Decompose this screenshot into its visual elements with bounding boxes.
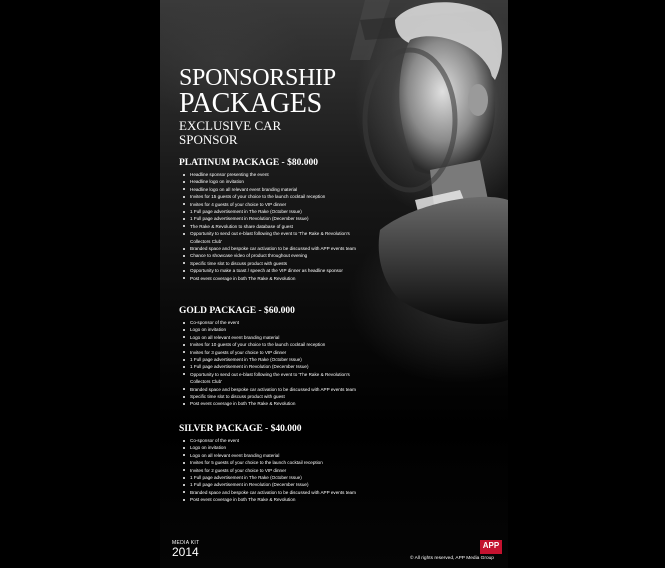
title-line-2: PACKAGES: [179, 88, 322, 119]
list-item: Branded space and bespoke car activation to be discussed with APP events team: [190, 386, 359, 393]
media-kit-label: [172, 540, 199, 558]
list-item: 1 Full page advertisement in The Rake (October Issue): [190, 356, 359, 363]
subtitle-line-2: SPONSOR: [179, 132, 238, 147]
list-item: Specific time slot to discuss product with guests: [190, 260, 359, 267]
list-item: Headline logo on all relevant event branding material: [190, 186, 359, 193]
list-item: Logo on invitation: [190, 444, 359, 451]
list-item: Logo on all relevant event branding material: [190, 334, 359, 341]
list-item: Opportunity to make a toast / speech at the VIP dinner as headline sponsor: [190, 267, 359, 274]
title-line-1: SPONSORSHIP: [179, 65, 336, 91]
list-item: Invites for 3 guests of your choice to VIP dinner: [190, 349, 359, 356]
package-heading: SILVER PACKAGE - $40.000: [179, 424, 302, 434]
media-kit-year: 2014: [172, 545, 199, 559]
list-item: Co-sponsor of the event: [190, 437, 359, 444]
list-item: Branded space and bespoke car activation to be discussed with APP events team: [190, 489, 359, 496]
list-item: Invites for 5 guests of your choice to the launch cocktail reception: [190, 459, 359, 466]
page-title: [179, 66, 336, 118]
package-benefits-list: [179, 171, 359, 282]
list-item: Invites for 2 guests of your choice to VIP dinner: [190, 467, 359, 474]
list-item: Headline sponsor presenting the event: [190, 171, 359, 178]
list-item: Opportunity to send out e-blast following the event to 'The Rake & Revolution's Collectors Club': [190, 230, 359, 245]
list-item: Headline logo on invitation: [190, 178, 359, 185]
package-heading: PLATINUM PACKAGE - $80.000: [179, 158, 318, 168]
list-item: The Rake & Revolution to share database of guest: [190, 223, 359, 230]
list-item: 1 Full page advertisement in Revolution (December Issue): [190, 481, 359, 488]
app-logo-text: APP: [482, 541, 500, 550]
platinum-package: [179, 158, 359, 282]
list-item: Opportunity to send out e-blast following the event to 'The Rake & Revolution's Collectors Club': [190, 371, 359, 386]
list-item: Co-sponsor of the event: [190, 319, 359, 326]
list-item: Invites for 15 guests of your choice to the launch cocktail reception: [190, 193, 359, 200]
list-item: Logo on all relevant event branding material: [190, 452, 359, 459]
package-benefits-list: [179, 437, 359, 504]
list-item: Invites for 4 guests of your choice to VIP dinner: [190, 201, 359, 208]
package-heading: GOLD PACKAGE - $60.000: [179, 306, 295, 316]
page-subtitle: [179, 119, 281, 147]
package-benefits-list: [179, 319, 359, 408]
app-logo: [480, 540, 502, 554]
list-item: 1 Full page advertisement in Revolution (December Issue): [190, 215, 359, 222]
list-item: Invites for 10 guests of your choice to the launch cocktail reception: [190, 341, 359, 348]
list-item: Specific time slot to discuss product with guest: [190, 393, 359, 400]
subtitle-line-1: EXCLUSIVE CAR: [179, 118, 282, 133]
silver-package: [179, 424, 359, 504]
media-kit-text: MEDIA KIT: [172, 540, 200, 546]
list-item: 1 Full page advertisement in The Rake (October Issue): [190, 208, 359, 215]
list-item: Chance to showcase video of product throughout evening: [190, 252, 359, 259]
list-item: 1 Full page advertisement in Revolution (December Issue): [190, 363, 359, 370]
list-item: Logo on invitation: [190, 326, 359, 333]
list-item: Branded space and bespoke car activation to be discussed with APP events team: [190, 245, 359, 252]
gold-package: [179, 306, 359, 408]
list-item: Post event coverage in both The Rake & Revolution: [190, 496, 359, 503]
list-item: 1 Full page advertisement in The Rake (October Issue): [190, 474, 359, 481]
list-item: Post event coverage in both The Rake & Revolution: [190, 400, 359, 407]
copyright-notice: © All rights reserved, APP Media Group: [410, 556, 494, 561]
media-kit-page: [160, 0, 508, 568]
list-item: Post event coverage in both The Rake & Revolution: [190, 275, 359, 282]
